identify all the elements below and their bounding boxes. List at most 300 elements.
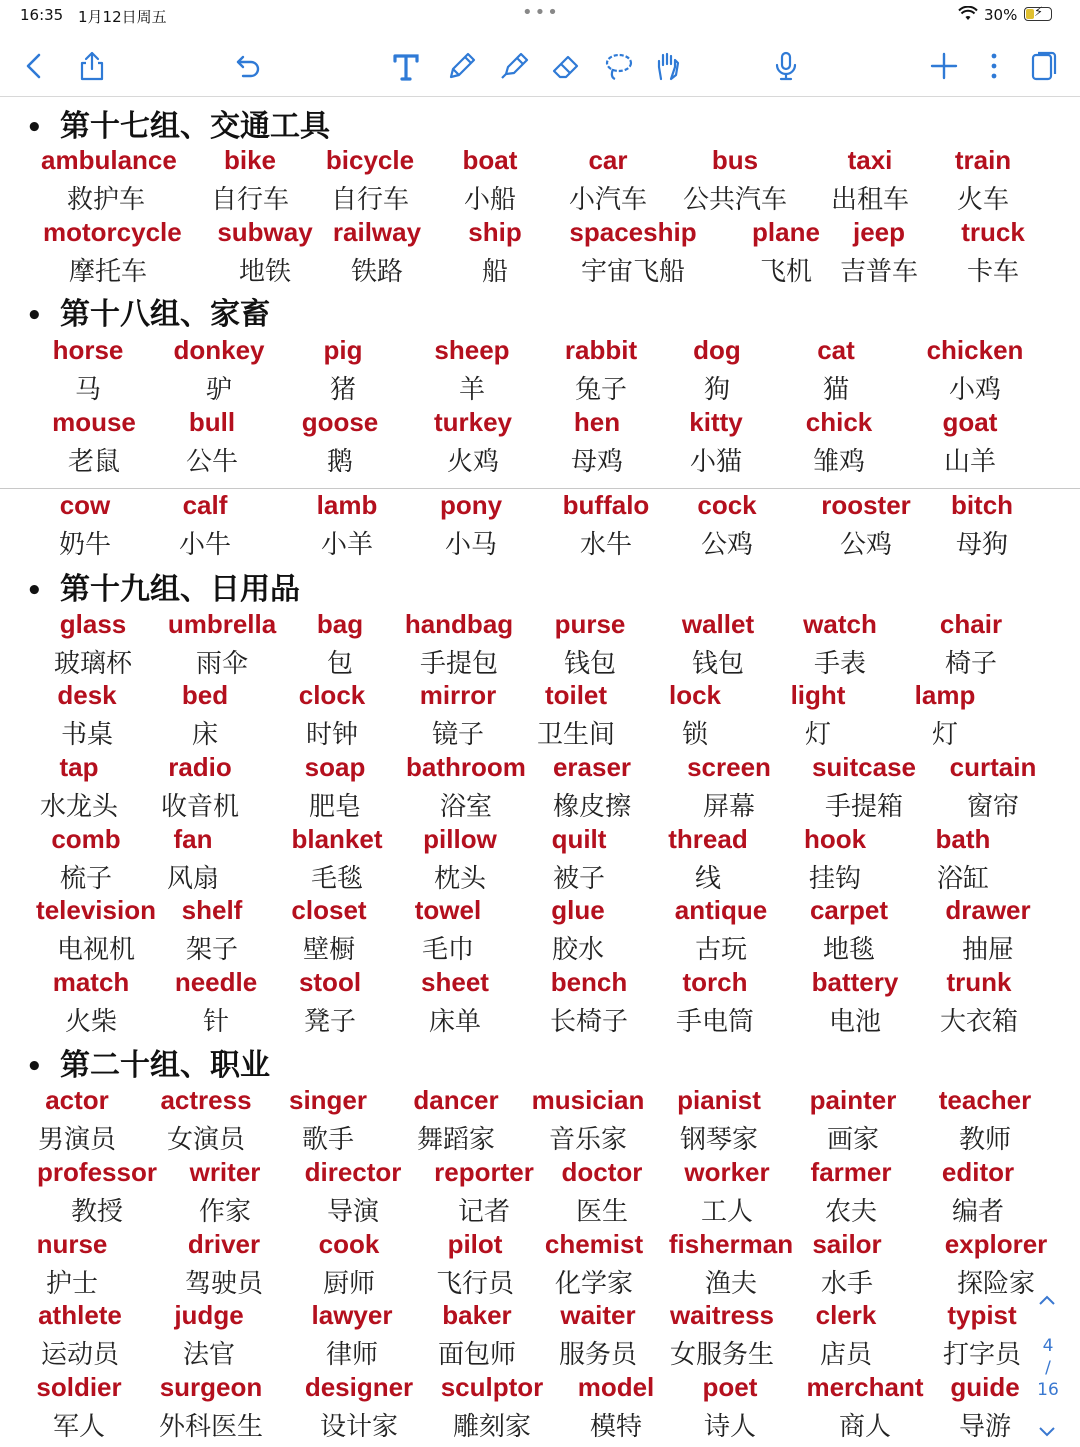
english-word: ship xyxy=(468,217,522,247)
share-icon[interactable] xyxy=(72,46,112,86)
english-word: doctor xyxy=(561,1157,643,1187)
chinese-translation: 鹅 xyxy=(326,447,353,477)
chinese-translation: 窗帘 xyxy=(966,792,1019,822)
chinese-translation: 服务员 xyxy=(558,1340,637,1370)
chinese-translation: 作家 xyxy=(198,1197,251,1227)
chinese-translation: 小猫 xyxy=(689,447,742,477)
chinese-translation: 兔子 xyxy=(574,375,627,405)
chinese-translation: 雨伞 xyxy=(195,649,248,679)
chinese-translation: 音乐家 xyxy=(548,1125,627,1155)
english-word: clock xyxy=(298,680,366,710)
section-heading-transport xyxy=(26,101,330,145)
highlighter-icon[interactable] xyxy=(494,46,534,86)
english-word: typist xyxy=(947,1300,1017,1330)
chinese-translation: 卫生间 xyxy=(536,720,615,750)
vocab-row-chinese xyxy=(0,369,1080,405)
english-word: musician xyxy=(531,1085,645,1115)
bullet: • xyxy=(26,301,43,331)
english-word: cook xyxy=(318,1229,380,1259)
chinese-translation: 母狗 xyxy=(955,530,1008,560)
english-word: model xyxy=(577,1372,655,1402)
english-word: thread xyxy=(668,824,748,854)
chinese-translation: 船 xyxy=(481,257,508,287)
chinese-translation: 猫 xyxy=(822,375,849,405)
english-word: turkey xyxy=(433,407,513,437)
english-word: lock xyxy=(668,680,722,710)
vocab-row-chinese xyxy=(0,1334,1080,1370)
text-tool-icon[interactable] xyxy=(386,46,426,86)
english-word: clerk xyxy=(815,1300,877,1330)
english-word: bed xyxy=(181,680,229,710)
chinese-translation: 公鸡 xyxy=(839,530,892,560)
english-word: fan xyxy=(173,824,213,854)
english-word: reporter xyxy=(434,1157,534,1187)
current-page: 4 xyxy=(1042,1336,1054,1356)
chinese-translation: 驴 xyxy=(205,375,232,405)
english-word: rabbit xyxy=(564,335,638,365)
chinese-translation: 女演员 xyxy=(166,1125,245,1155)
english-word: taxi xyxy=(847,145,893,175)
chinese-translation: 地铁 xyxy=(238,257,291,287)
english-word: suitcase xyxy=(811,752,917,782)
chinese-translation: 公鸡 xyxy=(700,530,753,560)
back-icon[interactable] xyxy=(14,46,54,86)
english-word: buffalo xyxy=(562,490,650,520)
chinese-translation: 收音机 xyxy=(160,792,239,822)
vocab-row-chinese xyxy=(0,858,1080,894)
vocab-row-chinese xyxy=(0,1191,1080,1227)
chinese-translation: 椅子 xyxy=(944,649,997,679)
chinese-translation: 电池 xyxy=(828,1007,881,1037)
english-word: cow xyxy=(59,490,111,520)
english-word: bike xyxy=(223,145,277,175)
english-word: boat xyxy=(462,145,518,175)
chinese-translation: 猪 xyxy=(329,375,356,405)
chinese-translation: 卡车 xyxy=(966,257,1019,287)
english-word: director xyxy=(304,1157,402,1187)
chinese-translation: 铁路 xyxy=(350,257,403,287)
english-word: needle xyxy=(174,967,258,997)
eraser-icon[interactable] xyxy=(546,46,586,86)
english-word: train xyxy=(954,145,1012,175)
chinese-translation: 厨师 xyxy=(322,1269,375,1299)
chinese-translation: 探险家 xyxy=(956,1269,1035,1299)
english-word: actor xyxy=(45,1085,109,1115)
add-icon[interactable] xyxy=(924,46,964,86)
chinese-translation: 记者 xyxy=(457,1197,510,1227)
chinese-translation: 小鸡 xyxy=(948,375,1001,405)
battery-icon: ⚡ xyxy=(1024,7,1052,21)
english-word: car xyxy=(588,145,628,175)
chinese-translation: 出租车 xyxy=(830,185,909,215)
chinese-translation: 肥皂 xyxy=(308,792,361,822)
chinese-translation: 胶水 xyxy=(551,935,604,965)
english-word: donkey xyxy=(173,335,265,365)
section-heading-occupations xyxy=(26,1040,270,1084)
vocab-row-chinese xyxy=(0,441,1080,477)
chinese-translation: 设计家 xyxy=(319,1412,398,1442)
english-word: pony xyxy=(439,490,503,520)
chinese-translation: 火柴 xyxy=(64,1007,117,1037)
chinese-translation: 运动员 xyxy=(40,1340,119,1370)
english-word: soap xyxy=(304,752,366,782)
english-word: judge xyxy=(174,1300,244,1330)
english-word: wallet xyxy=(681,609,755,639)
chinese-translation: 母鸡 xyxy=(570,447,623,477)
page-separator: / xyxy=(1045,1358,1051,1378)
chinese-translation: 书桌 xyxy=(60,720,113,750)
english-word: bag xyxy=(316,609,364,639)
english-word: pig xyxy=(323,335,363,365)
chinese-translation: 浴室 xyxy=(439,792,492,822)
chinese-translation: 飞行员 xyxy=(435,1269,514,1299)
english-word: closet xyxy=(291,895,367,925)
page-divider xyxy=(0,488,1080,489)
chinese-translation: 吉普车 xyxy=(839,257,918,287)
chinese-translation: 狗 xyxy=(703,375,730,405)
chinese-translation: 水手 xyxy=(820,1269,873,1299)
chinese-translation: 摩托车 xyxy=(68,257,147,287)
english-word: desk xyxy=(57,680,117,710)
english-word: athlete xyxy=(38,1300,122,1330)
chinese-translation: 灯 xyxy=(931,720,958,750)
heading-text: 第十八组、家畜 xyxy=(60,297,270,332)
vocab-row-chinese xyxy=(0,643,1080,679)
chinese-translation: 歌手 xyxy=(301,1125,354,1155)
chinese-translation: 钢琴家 xyxy=(679,1125,758,1155)
chinese-translation: 舞蹈家 xyxy=(416,1125,495,1155)
english-word: spaceship xyxy=(569,217,697,247)
english-word: stool xyxy=(298,967,362,997)
chinese-translation: 羊 xyxy=(458,375,485,405)
chinese-translation: 飞机 xyxy=(759,257,812,287)
chinese-translation: 灯 xyxy=(804,720,831,750)
english-word: glue xyxy=(551,895,605,925)
vocab-row-english xyxy=(0,1229,1080,1265)
chinese-translation: 奶牛 xyxy=(58,530,111,560)
english-word: trunk xyxy=(946,967,1012,997)
chinese-translation: 浴缸 xyxy=(936,864,989,894)
chinese-translation: 电视机 xyxy=(56,935,135,965)
chinese-translation: 玻璃杯 xyxy=(53,649,132,679)
english-word: soldier xyxy=(36,1372,122,1402)
chinese-translation: 护士 xyxy=(45,1269,98,1299)
english-word: calf xyxy=(182,490,228,520)
english-word: mirror xyxy=(419,680,497,710)
chinese-translation: 挂钩 xyxy=(808,864,861,894)
english-word: purse xyxy=(554,609,626,639)
chinese-translation: 凳子 xyxy=(303,1007,356,1037)
status-date: 1月12日周五 xyxy=(78,8,167,26)
chinese-translation: 钱包 xyxy=(563,649,616,679)
vocab-row-chinese xyxy=(0,1001,1080,1037)
pages-icon[interactable] xyxy=(1024,46,1064,86)
chinese-translation: 地毯 xyxy=(822,935,875,965)
english-word: plane xyxy=(752,217,820,247)
chinese-translation: 火鸡 xyxy=(446,447,499,477)
english-word: battery xyxy=(811,967,899,997)
chinese-translation: 驾驶员 xyxy=(184,1269,263,1299)
vocab-row-english xyxy=(0,680,1080,716)
english-word: bitch xyxy=(950,490,1014,520)
english-word: singer xyxy=(288,1085,368,1115)
chinese-translation: 老鼠 xyxy=(67,447,120,477)
chinese-translation: 公牛 xyxy=(185,447,238,477)
english-word: jeep xyxy=(852,217,906,247)
chinese-translation: 马 xyxy=(74,375,101,405)
chevron-up-icon[interactable] xyxy=(1036,1290,1058,1312)
chinese-translation: 镜子 xyxy=(431,720,484,750)
chinese-translation: 外科医生 xyxy=(158,1412,263,1442)
chinese-translation: 手电筒 xyxy=(675,1007,754,1037)
english-word: lamp xyxy=(914,680,976,710)
english-word: cat xyxy=(817,335,855,365)
english-word: blanket xyxy=(291,824,383,854)
chinese-translation: 手提箱 xyxy=(824,792,903,822)
english-word: chick xyxy=(805,407,873,437)
chinese-translation: 法官 xyxy=(182,1340,235,1370)
multitasking-dots-icon[interactable]: ••• xyxy=(522,2,560,23)
english-word: teacher xyxy=(938,1085,1032,1115)
english-word: chicken xyxy=(926,335,1024,365)
chinese-translation: 化学家 xyxy=(554,1269,633,1299)
english-word: bath xyxy=(935,824,991,854)
chinese-translation: 编者 xyxy=(951,1197,1004,1227)
chinese-translation: 医生 xyxy=(575,1197,628,1227)
english-word: glass xyxy=(59,609,127,639)
english-word: eraser xyxy=(552,752,632,782)
chinese-translation: 小船 xyxy=(463,185,516,215)
english-word: mouse xyxy=(52,407,136,437)
vocab-row-english xyxy=(0,752,1080,788)
chinese-translation: 农夫 xyxy=(824,1197,877,1227)
heading-text: 第十九组、日用品 xyxy=(60,572,300,607)
chinese-translation: 渔夫 xyxy=(704,1269,757,1299)
english-word: quilt xyxy=(551,824,607,854)
english-word: cock xyxy=(697,490,757,520)
english-word: ambulance xyxy=(41,145,177,175)
vocab-row-chinese xyxy=(0,714,1080,750)
english-word: sculptor xyxy=(440,1372,544,1402)
english-word: torch xyxy=(682,967,748,997)
english-word: actress xyxy=(160,1085,252,1115)
vocab-row-english xyxy=(0,490,1080,526)
chinese-translation: 导演 xyxy=(326,1197,379,1227)
chinese-translation: 打字员 xyxy=(942,1340,1021,1370)
english-word: chemist xyxy=(544,1229,644,1259)
english-word: waitress xyxy=(669,1300,775,1330)
chinese-translation: 手表 xyxy=(813,649,866,679)
english-word: chair xyxy=(939,609,1003,639)
chinese-translation: 包 xyxy=(326,649,353,679)
chinese-translation: 锁 xyxy=(681,720,708,750)
english-word: fisherman xyxy=(668,1229,794,1259)
vocab-row-chinese xyxy=(0,1263,1080,1299)
chinese-translation: 军人 xyxy=(52,1412,105,1442)
chinese-translation: 面包师 xyxy=(437,1340,516,1370)
chinese-translation: 壁橱 xyxy=(302,935,355,965)
english-word: toilet xyxy=(544,680,608,710)
vocab-row-chinese xyxy=(0,251,1080,287)
bullet: • xyxy=(26,576,43,606)
chinese-translation: 抽屉 xyxy=(961,935,1014,965)
chinese-translation: 针 xyxy=(202,1007,229,1037)
chinese-translation: 大衣箱 xyxy=(939,1007,1018,1037)
english-word: hook xyxy=(803,824,867,854)
chinese-translation: 店员 xyxy=(819,1340,872,1370)
heading-text: 第二十组、职业 xyxy=(60,1048,270,1083)
battery-percent: 30% xyxy=(984,6,1018,24)
english-word: lamb xyxy=(316,490,378,520)
bullet: • xyxy=(26,1052,43,1082)
english-word: pillow xyxy=(423,824,497,854)
chinese-translation: 小马 xyxy=(444,530,497,560)
undo-icon[interactable] xyxy=(228,46,268,86)
chinese-translation: 水龙头 xyxy=(39,792,118,822)
chinese-translation: 毛毯 xyxy=(310,864,363,894)
status-time: 16:35 xyxy=(20,6,64,24)
english-word: horse xyxy=(52,335,124,365)
english-word: goose xyxy=(301,407,379,437)
vocab-row-english xyxy=(0,145,1080,181)
chinese-translation: 画家 xyxy=(826,1125,879,1155)
chinese-translation: 男演员 xyxy=(37,1125,116,1155)
english-word: driver xyxy=(187,1229,261,1259)
note-document[interactable] xyxy=(0,96,1080,1441)
chinese-translation: 雕刻家 xyxy=(452,1412,531,1442)
chinese-translation: 钱包 xyxy=(691,649,744,679)
chinese-translation: 床单 xyxy=(428,1007,481,1037)
english-word: shelf xyxy=(181,895,243,925)
vocab-row-chinese xyxy=(0,929,1080,965)
vocab-row-english xyxy=(0,335,1080,371)
status-bar xyxy=(0,0,1080,32)
english-word: pianist xyxy=(677,1085,761,1115)
english-word: hen xyxy=(573,407,621,437)
chinese-translation: 自行车 xyxy=(210,185,289,215)
chinese-translation: 诗人 xyxy=(703,1412,756,1442)
english-word: curtain xyxy=(949,752,1037,782)
english-word: carpet xyxy=(809,895,889,925)
english-word: truck xyxy=(961,217,1025,247)
english-word: guide xyxy=(950,1372,1020,1402)
english-word: baker xyxy=(442,1300,512,1330)
english-word: poet xyxy=(702,1372,758,1402)
heading-text: 第十七组、交通工具 xyxy=(60,109,330,144)
chinese-translation: 时钟 xyxy=(305,720,358,750)
vocab-row-english xyxy=(0,1157,1080,1193)
vocab-row-english xyxy=(0,967,1080,1003)
chinese-translation: 商人 xyxy=(838,1412,891,1442)
english-word: drawer xyxy=(945,895,1031,925)
english-word: bench xyxy=(550,967,628,997)
chinese-translation: 宇宙飞船 xyxy=(580,257,685,287)
section-heading-daily-items xyxy=(26,564,300,608)
vocab-row-chinese xyxy=(0,786,1080,822)
chinese-translation: 线 xyxy=(694,864,721,894)
english-word: light xyxy=(790,680,846,710)
chinese-translation: 女服务生 xyxy=(669,1340,774,1370)
pen-icon[interactable] xyxy=(442,46,482,86)
lasso-icon[interactable] xyxy=(598,46,638,86)
total-pages: 16 xyxy=(1037,1380,1059,1400)
english-word: painter xyxy=(809,1085,897,1115)
english-word: pilot xyxy=(447,1229,503,1259)
english-word: sheet xyxy=(421,967,489,997)
chinese-translation: 小牛 xyxy=(178,530,231,560)
vocab-row-chinese xyxy=(0,179,1080,215)
chinese-translation: 公共汽车 xyxy=(682,185,787,215)
chinese-translation: 山羊 xyxy=(943,447,996,477)
chinese-translation: 导游 xyxy=(958,1412,1011,1442)
chevron-down-icon[interactable] xyxy=(1036,1420,1058,1442)
english-word: writer xyxy=(189,1157,261,1187)
english-word: match xyxy=(52,967,130,997)
chinese-translation: 律师 xyxy=(325,1340,378,1370)
chinese-translation: 风扇 xyxy=(166,864,219,894)
bullet: • xyxy=(26,113,43,143)
english-word: goat xyxy=(942,407,998,437)
chinese-translation: 手提包 xyxy=(419,649,498,679)
chinese-translation: 小羊 xyxy=(320,530,373,560)
chinese-translation: 雏鸡 xyxy=(812,447,865,477)
vocab-row-english xyxy=(0,1085,1080,1121)
english-word: towel xyxy=(414,895,482,925)
english-word: tap xyxy=(59,752,99,782)
english-word: editor xyxy=(941,1157,1015,1187)
english-word: merchant xyxy=(806,1372,924,1402)
english-word: waiter xyxy=(560,1300,636,1330)
vocab-row-english xyxy=(0,1372,1080,1408)
chinese-translation: 工人 xyxy=(700,1197,753,1227)
english-word: umbrella xyxy=(167,609,277,639)
chinese-translation: 床 xyxy=(191,720,218,750)
english-word: nurse xyxy=(36,1229,108,1259)
english-word: bicycle xyxy=(325,145,415,175)
chinese-translation: 毛巾 xyxy=(421,935,474,965)
vocab-row-english xyxy=(0,217,1080,253)
chinese-translation: 古玩 xyxy=(694,935,747,965)
english-word: farmer xyxy=(810,1157,892,1187)
chinese-translation: 模特 xyxy=(589,1412,642,1442)
english-word: kitty xyxy=(689,407,743,437)
wifi-icon xyxy=(958,6,978,26)
english-word: television xyxy=(36,895,156,925)
vocab-row-chinese xyxy=(0,1406,1080,1442)
chinese-translation: 长椅子 xyxy=(549,1007,628,1037)
english-word: designer xyxy=(304,1372,414,1402)
english-word: bull xyxy=(188,407,236,437)
vocab-row-english xyxy=(0,609,1080,645)
english-word: professor xyxy=(37,1157,157,1187)
english-word: railway xyxy=(332,217,422,247)
english-word: worker xyxy=(684,1157,770,1187)
page-indicator xyxy=(1030,1290,1070,1440)
english-word: explorer xyxy=(944,1229,1048,1259)
microphone-icon[interactable] xyxy=(766,46,806,86)
vocab-row-english xyxy=(0,824,1080,860)
toolbar xyxy=(0,36,1080,96)
english-word: bus xyxy=(711,145,759,175)
chinese-translation: 教授 xyxy=(70,1197,123,1227)
chinese-translation: 橡皮擦 xyxy=(552,792,631,822)
chinese-translation: 小汽车 xyxy=(568,185,647,215)
english-word: lawyer xyxy=(311,1300,393,1330)
shape-hand-icon[interactable] xyxy=(648,46,688,86)
english-word: antique xyxy=(674,895,768,925)
more-icon[interactable] xyxy=(974,46,1014,86)
vocab-row-chinese xyxy=(0,524,1080,560)
